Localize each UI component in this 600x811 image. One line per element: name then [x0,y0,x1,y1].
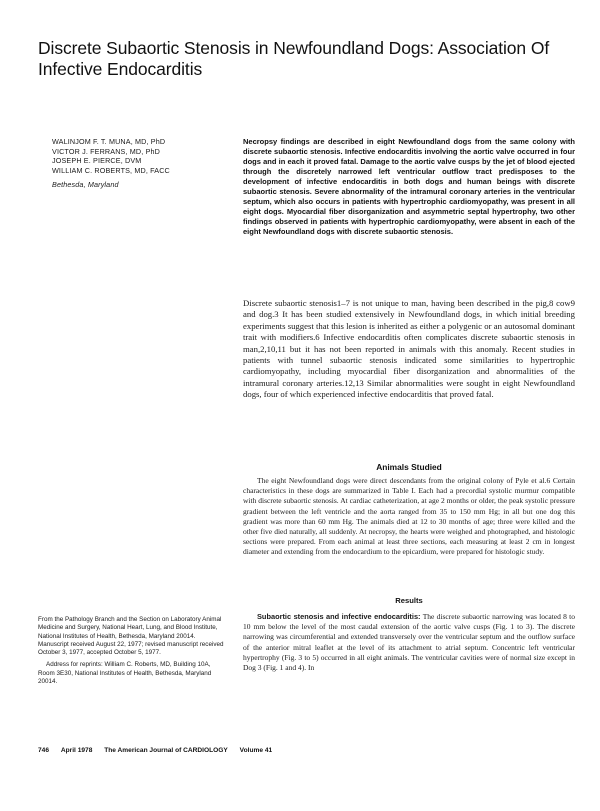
author-name: VICTOR J. FERRANS, MD, PhD [52,146,160,156]
results-paragraph [243,612,575,673]
footnote [38,616,226,686]
article-title: Discrete Subaortic Stenosis in Newfoundland Dogs: Association Of Infective Endocarditis [38,38,550,79]
page-number: 746 [38,747,50,754]
page-footer [38,747,578,754]
footnote-affiliation: From the Pathology Branch and the Section on Laboratory Animal Medicine and Surgery, National Heart, Lung, and Blood Institute, National Institutes of Health, Bethesda, Maryland 20014. Manuscript received August 22, 1977; revised manuscript received October 3, 1977, accepted October 5, 1977. [38,616,224,657]
section-heading-results: Results [395,596,423,605]
abstract: Necropsy findings are described in eight Newfoundland dogs from the same colony with discrete subaortic stenosis. Infective endocarditis involving the aortic valve occurred in four dogs and in each it proved fatal. Damage to the aortic valve cusps by the jet of blood ejected through the discretely narrowed left ventricular outflow tract predisposes to the development of infective endocarditis in both dogs and human beings with discrete subaortic stenosis. Severe abnormality of the intramural coronary arteries in the ventricular septum, which also occurs in patients with hypertrophic cardiomyopathy, was present in all eight dogs. Myocardial fiber disorganization and asymmetric septal hypertrophy, two other findings observed in patients with hypertrophic cardiomyopathy, were absent in each of the eight Newfoundland dogs with discrete subaortic stenosis. [243,137,575,236]
animals-studied-paragraph: The eight Newfoundland dogs were direct descendants from the original colony of Pyle et al.6 Certain characteristics in these dogs are summarized in Table I. Each had a precordial systolic murmur compatible with discrete subaortic stenosis. At cardiac catheterization, at age 2 months or older, the peak systolic pressure gradient between the left ventricle and the aorta ranged from 35 to 150 mm Hg; in all but one dog this gradient was more than 60 mm Hg. The animals died at 12 to 30 months of age; three were killed and the other five died naturally, all suddenly. At necropsy, the hearts were weighed and photographed, and histologic sections were prepared. From each animal at least three sections, each measuring at least 2 cm in longest diameter and extending from the endocardium to the epicardium, were prepared for histologic study. [243,476,575,557]
author-affiliation: Bethesda, Maryland [52,180,119,190]
section-heading-animals-studied: Animals Studied [376,462,442,472]
author-name: WILLIAM C. ROBERTS, MD, FACC [52,165,170,175]
issue-date: April 1978 [60,747,93,754]
footnote-reprints: Address for reprints: William C. Roberts, MD, Building 10A, Room 3E30, National Institutes of Health, Bethesda, Maryland 20014. [38,661,212,686]
author-block [52,137,232,190]
author-name: WALINJOM F. T. MUNA, MD, PhD [52,137,166,146]
journal-name: The American Journal of CARDIOLOGY [104,747,228,754]
author-name: JOSEPH E. PIERCE, DVM [52,156,142,166]
results-run-in-heading: Subaortic stenosis and infective endocarditis: [257,612,421,621]
volume-number: Volume 41 [239,747,273,754]
results-text: The discrete subaortic narrowing was located 8 to 10 mm below the level of the most caudal extension of the aortic valve cusps (Fig. 1 to 3). The discrete narrowing was circumferential and extended transversely over the ventricular septum and the outflow surface of the anterior mitral leaflet at the level of its attachment to atrial septum. Concentric left ventricular hypertrophy (Fig. 3 to 5) occurred in all eight animals. The ventricular cavities were of normal size except in Dog 3 (Fig. 1 and 4). In [243,612,576,673]
intro-paragraph: Discrete subaortic stenosis1–7 is not unique to man, having been described in the pig,8 cow9 and dog.3 It has been studied extensively in Newfoundland dogs, in which initial breeding experiments suggest that this lesion is inherited as either a polygenic or an autosomal dominant trait with modifiers.6 Infective endocarditis often complicates discrete subaortic stenosis in man,2,10,11 but it has not been reported in animals with this anomaly. Recent studies in patients with tunnel subaortic stenosis indicated some similarities to hypertrophic cardiomyopathy, including myocardial fiber disorganization and abnormalities of the intramural coronary arteries.12,13 Similar abnormalities were sought in eight Newfoundland dogs, four of which experienced infective endocarditis that proved fatal. [243,298,575,400]
